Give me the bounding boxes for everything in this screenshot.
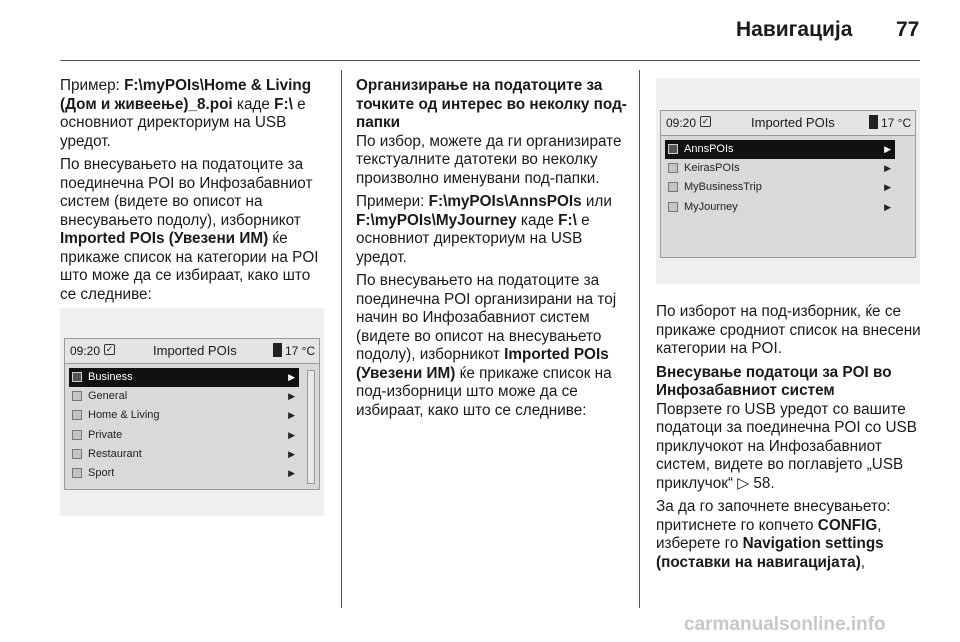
header-rule (60, 60, 920, 61)
list-item[interactable]: Private ▶ (69, 426, 299, 445)
folder-icon (668, 202, 678, 212)
usb-paragraph: Поврзете го USB уредот со вашите податоци за поединечна POI со USB приклучокот на Инфозабавниот систем, видете во поглавјето „USB приклучок“ ▷ 58. (656, 400, 917, 492)
screenshot-subfolders (656, 78, 920, 284)
chevron-right-icon: ▶ (884, 182, 891, 193)
watermark: carmanualsonline.info (684, 614, 886, 635)
thermometer-icon (273, 343, 282, 357)
chevron-right-icon: ▶ (288, 372, 295, 382)
list-item[interactable]: Home & Living ▶ (69, 406, 299, 425)
list-item[interactable]: Business ▶ (69, 368, 299, 387)
page-reference-icon: ▷ (737, 474, 754, 492)
category-list (69, 368, 299, 483)
chevron-right-icon: ▶ (288, 467, 295, 478)
chevron-right-icon: ▶ (884, 163, 891, 174)
section-title: Навигација (736, 18, 853, 41)
chevron-right-icon: ▶ (288, 429, 295, 440)
chevron-right-icon: ▶ (288, 391, 295, 402)
thermometer-icon (869, 115, 878, 129)
folder-icon (72, 410, 82, 420)
examples-paragraph: Примери: F:\myPOIs\AnnsPOIs или F:\myPOIs\MyJourney каде F:\ е основниот директориум на USB уредот. (356, 193, 612, 266)
folder-icon (72, 372, 82, 382)
clock-time: 09:20 (70, 344, 101, 358)
chevron-right-icon: ▶ (288, 448, 295, 459)
display-screen (64, 338, 320, 490)
list-item[interactable]: General ▶ (69, 387, 299, 406)
screenshot-categories (60, 308, 324, 516)
example-paragraph: Пример: F:\myPOIs\Home & Living (Дом и живеење)_8.poi каде F:\ е основниот директориум на USB уредот. (60, 77, 312, 150)
folder-icon (668, 182, 678, 192)
folder-icon (72, 468, 82, 478)
page-reference[interactable]: 58 (753, 474, 771, 492)
list-item[interactable]: Restaurant ▶ (69, 445, 299, 464)
scrollbar[interactable] (307, 370, 315, 484)
folder-icon (668, 163, 678, 173)
screen-title: Imported POIs (153, 343, 237, 358)
import-paragraph: По внесувањето на податоците за поединечна POI во Инфозабавниот систем (видете во описот на внесувањето подолу), изборникот Imported POIs (Увезени ИМ) ќе прикаже список на категории на POI што може да се избираат, како што се следниве: (60, 156, 319, 303)
column-divider-2 (639, 70, 640, 608)
list-item[interactable]: MyBusinessTrip ▶ (665, 178, 895, 197)
column-1 (60, 77, 328, 309)
status-bar (661, 111, 915, 136)
column-3 (656, 303, 924, 577)
column-divider-1 (341, 70, 342, 608)
screen-title: Imported POIs (751, 115, 835, 130)
chevron-right-icon: ▶ (288, 410, 295, 421)
subheading-subfolders: Организирање на податоците за точките од интерес во неколку под-папки (356, 77, 627, 131)
clock-icon: ✓ (701, 116, 710, 126)
folder-icon (72, 449, 82, 459)
folder-icon (668, 144, 678, 154)
chevron-right-icon: ▶ (884, 201, 891, 212)
list-item[interactable]: MyJourney ▶ (665, 198, 895, 217)
clock-icon: ✓ (105, 344, 114, 354)
temperature: 17 °C (881, 116, 912, 130)
subfolder-list (665, 140, 895, 217)
status-bar (65, 339, 319, 364)
folder-icon (72, 391, 82, 401)
chevron-right-icon: ▶ (884, 144, 891, 154)
start-import-paragraph: За да го започнете внесувањето: притиснете го копчето CONFIG, изберете го Navigation settings (поставки на навигацијата), (656, 498, 891, 571)
list-item[interactable]: KeirasPOIs ▶ (665, 159, 895, 178)
submenu-paragraph: По внесувањето на податоците за поединечна POI организирани на тој начин во Инфозабавниот систем (видете во описот на внесувањето подолу), изборникот Imported POIs (Увезени ИМ) ќе прикаже список на под-изборници што може да се избираат, како што се следниве: (356, 272, 617, 419)
list-item[interactable]: AnnsPOIs ▶ (665, 140, 895, 159)
list-item[interactable]: Sport ▶ (69, 464, 299, 483)
page-number: 77 (896, 18, 920, 41)
folder-icon (72, 430, 82, 440)
temperature: 17 °C (285, 344, 316, 358)
column-2 (356, 77, 628, 425)
display-screen (660, 110, 916, 258)
clock-time: 09:20 (666, 116, 697, 130)
submenu-result-paragraph: По изборот на под-изборник, ќе се прикаже сродниот список на внесени категории на POI. (656, 303, 921, 357)
subheading-import: Внесување податоци за POI во Инфозабавниот систем (656, 363, 892, 399)
subfolders-paragraph: По избор, можете да ги организирате текстуалните датотеки во неколку произволно именувани под-папки. (356, 132, 622, 187)
